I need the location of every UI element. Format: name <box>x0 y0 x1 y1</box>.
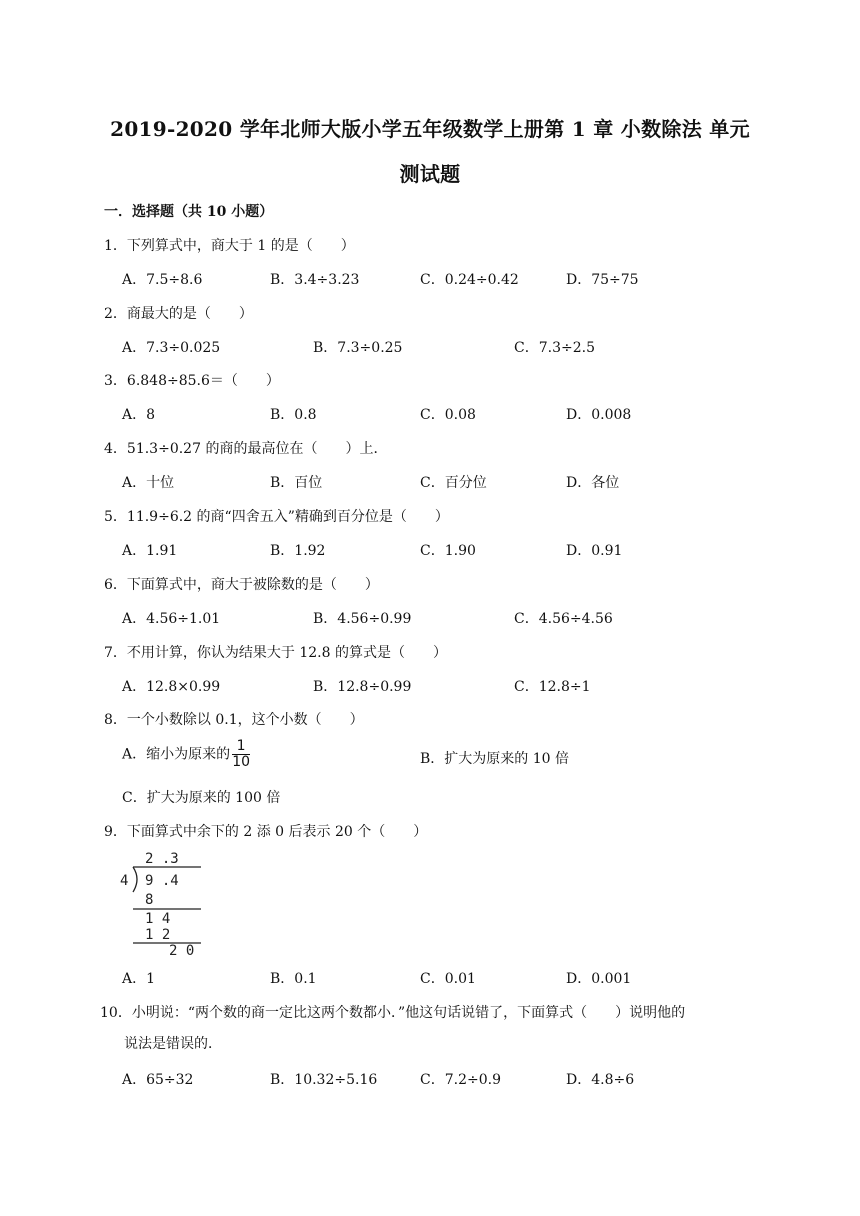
q9-option-d: D．0.001 <box>566 971 632 987</box>
q10-option-a: A．65÷32 <box>122 1072 194 1088</box>
q4-option-c: C．百分位 <box>420 475 487 491</box>
question-6 <box>104 574 379 594</box>
question-4 <box>104 438 387 458</box>
q1-option-b: B．3.4÷3.23 <box>270 272 360 288</box>
question-10-continued: 说法是错误的． <box>124 1036 222 1052</box>
question-number: 5． <box>104 509 127 525</box>
q6-option-a: A．4.56÷1.01 <box>122 611 221 627</box>
q2-option-a: A．7.3÷0.025 <box>122 340 221 356</box>
q4-option-d: D．各位 <box>566 475 620 491</box>
long-division-figure <box>119 847 205 955</box>
q10-option-d: D．4.8÷6 <box>566 1072 635 1088</box>
question-number: 4． <box>104 441 127 457</box>
division-step-3: 1 2 <box>145 927 171 943</box>
q3-option-d: D．0.008 <box>566 407 632 423</box>
question-9 <box>104 821 427 841</box>
q10-option-c: C．7.2÷0.9 <box>420 1072 501 1088</box>
question-text: 51.3÷0.27 的商的最高位在（ ）上． <box>126 441 388 457</box>
q7-option-c: C．12.8÷1 <box>514 679 591 695</box>
question-7 <box>104 642 447 662</box>
q3-option-a: A．8 <box>122 407 156 423</box>
q5-option-a: A．1.91 <box>122 543 178 559</box>
fraction-one-tenth <box>232 739 250 770</box>
question-text: 不用计算，你认为结果大于 12.8 的算式是（ ） <box>126 645 447 661</box>
q3-option-b: B．0.8 <box>270 407 317 423</box>
question-text: 一个小数除以 0.1，这个小数（ ） <box>126 712 364 728</box>
document-title-line2: 测试题 <box>399 162 461 186</box>
division-step-1: 8 <box>145 892 154 908</box>
q4-option-b: B．百位 <box>270 475 323 491</box>
question-number: 9． <box>104 824 127 840</box>
q9-option-b: B．0.1 <box>270 971 317 987</box>
q7-option-a: A．12.8×0.99 <box>122 679 221 695</box>
q6-option-c: C．4.56÷4.56 <box>514 611 613 627</box>
q8-option-c: C．扩大为原来的 100 倍 <box>122 790 281 806</box>
q10-option-b: B．10.32÷5.16 <box>270 1072 378 1088</box>
section-heading: 一．选择题（共 10 小题） <box>104 204 274 220</box>
quotient: 2 .3 <box>145 851 179 867</box>
division-step-2: 1 4 <box>145 911 171 927</box>
q4-option-a: A．十位 <box>122 475 175 491</box>
q1-option-a: A．7.5÷8.6 <box>122 272 203 288</box>
fraction-denominator: 10 <box>232 754 251 770</box>
question-number: 2． <box>104 306 127 322</box>
question-2 <box>104 303 253 323</box>
question-number: 1． <box>104 238 127 254</box>
dividend: 9 .4 <box>145 873 179 889</box>
q7-option-b: B．12.8÷0.99 <box>313 679 412 695</box>
question-text: 小明说：“两个数的商一定比这两个数都小．”他这句话说错了，下面算式（ ）说明他的 <box>131 1005 686 1021</box>
divisor: 4 <box>120 873 129 889</box>
question-text: 6.848÷85.6＝（ ） <box>126 373 280 389</box>
q9-option-a: A．1 <box>122 971 156 987</box>
question-5 <box>104 506 449 526</box>
q2-option-b: B．7.3÷0.25 <box>313 340 403 356</box>
q1-option-c: C．0.24÷0.42 <box>420 272 519 288</box>
q5-option-d: D．0.91 <box>566 543 623 559</box>
question-text: 11.9÷6.2 的商“四舍五入”精确到百分位是（ ） <box>126 509 449 525</box>
q1-option-d: D．75÷75 <box>566 272 639 288</box>
division-remainder: 2 0 <box>169 943 195 955</box>
q2-option-c: C．7.3÷2.5 <box>514 340 595 356</box>
document-title-line1: 2019-2020 学年北师大版小学五年级数学上册第 1 章 小数除法 单元 <box>110 117 750 141</box>
q8-option-b: B．扩大为原来的 10 倍 <box>420 751 570 767</box>
fraction-numerator: 1 <box>236 738 246 754</box>
question-text: 下面算式中，商大于被除数的是（ ） <box>126 577 379 593</box>
question-1 <box>104 235 355 255</box>
question-10 <box>100 1002 685 1022</box>
question-number: 3． <box>104 373 127 389</box>
question-number: 10． <box>100 1005 132 1021</box>
q5-option-b: B．1.92 <box>270 543 326 559</box>
q6-option-b: B．4.56÷0.99 <box>313 611 412 627</box>
question-text: 下面算式中余下的 2 添 0 后表示 20 个（ ） <box>126 824 428 840</box>
question-text: 下列算式中，商大于 1 的是（ ） <box>126 238 355 254</box>
question-number: 7． <box>104 645 127 661</box>
question-text: 商最大的是（ ） <box>126 306 253 322</box>
q3-option-c: C．0.08 <box>420 407 476 423</box>
question-8 <box>104 709 364 729</box>
division-bracket <box>133 867 137 892</box>
q8-option-a <box>122 739 250 770</box>
option-text: A．缩小为原来的 <box>122 746 231 763</box>
question-number: 6． <box>104 577 127 593</box>
q5-option-c: C．1.90 <box>420 543 476 559</box>
q9-option-c: C．0.01 <box>420 971 476 987</box>
question-3 <box>104 370 280 390</box>
question-number: 8． <box>104 712 127 728</box>
